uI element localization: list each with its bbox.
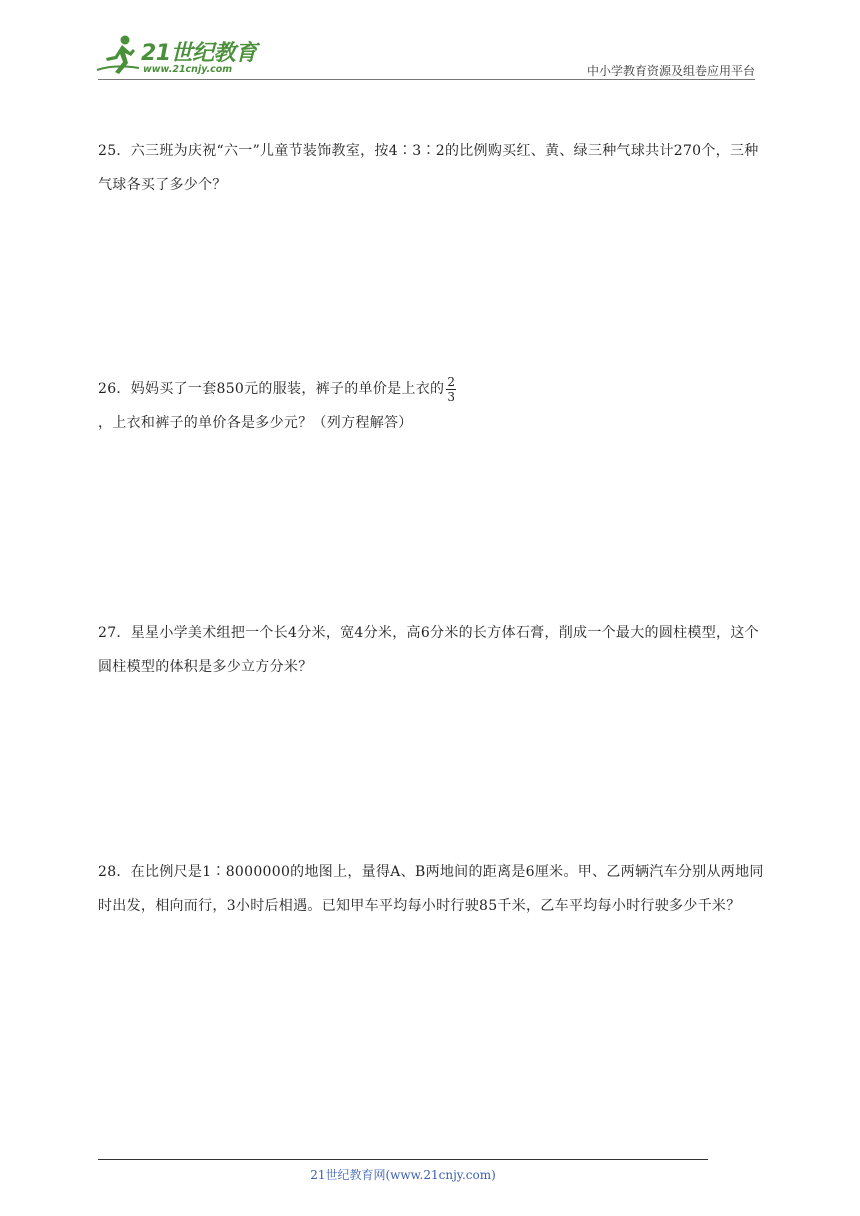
question-27: 27．星星小学美术组把一个长4分米，宽4分米，高6分米的长方体石膏，削成一个最大的圆柱模型，这个圆柱模型的体积是多少立方分米？ <box>98 625 759 675</box>
question-26-text-before: 26．妈妈买了一套850元的服装，裤子的单价是上衣的 <box>98 381 445 397</box>
fraction-numerator: 2 <box>447 374 456 389</box>
question-25: 25．六三班为庆祝“六一”儿童节装饰教室，按4∶3∶2的比例购买红、黄、绿三种气球共计270个，三种气球各买了多少个？ <box>98 143 759 193</box>
question-26 <box>98 372 766 440</box>
fraction-denominator: 3 <box>447 389 456 404</box>
question-28: 28．在比例尺是1∶8000000的地图上，量得A、B两地间的距离是6厘米。甲、乙两辆汽车分别从两地同时出发，相向而行，3小时后相遇。已知甲车平均每小时行驶85千米，乙车平均每小时行驶多少千米？ <box>98 864 764 914</box>
logo-url: www.21cnjy.com <box>143 64 233 75</box>
site-logo <box>95 34 265 80</box>
footer-text: 21世纪教育网(www.21cnjy.com) <box>310 1168 496 1182</box>
fraction <box>446 375 456 404</box>
footer-divider <box>98 1159 708 1160</box>
running-figure-icon <box>95 34 141 76</box>
page-header <box>0 0 860 90</box>
header-divider <box>98 79 755 80</box>
logo-text: 21世纪教育 <box>141 41 257 66</box>
question-26-text-after: ，上衣和裤子的单价各是多少元？（列方程解答） <box>98 415 413 431</box>
platform-tagline: 中小学教育资源及组卷应用平台 <box>586 64 755 78</box>
